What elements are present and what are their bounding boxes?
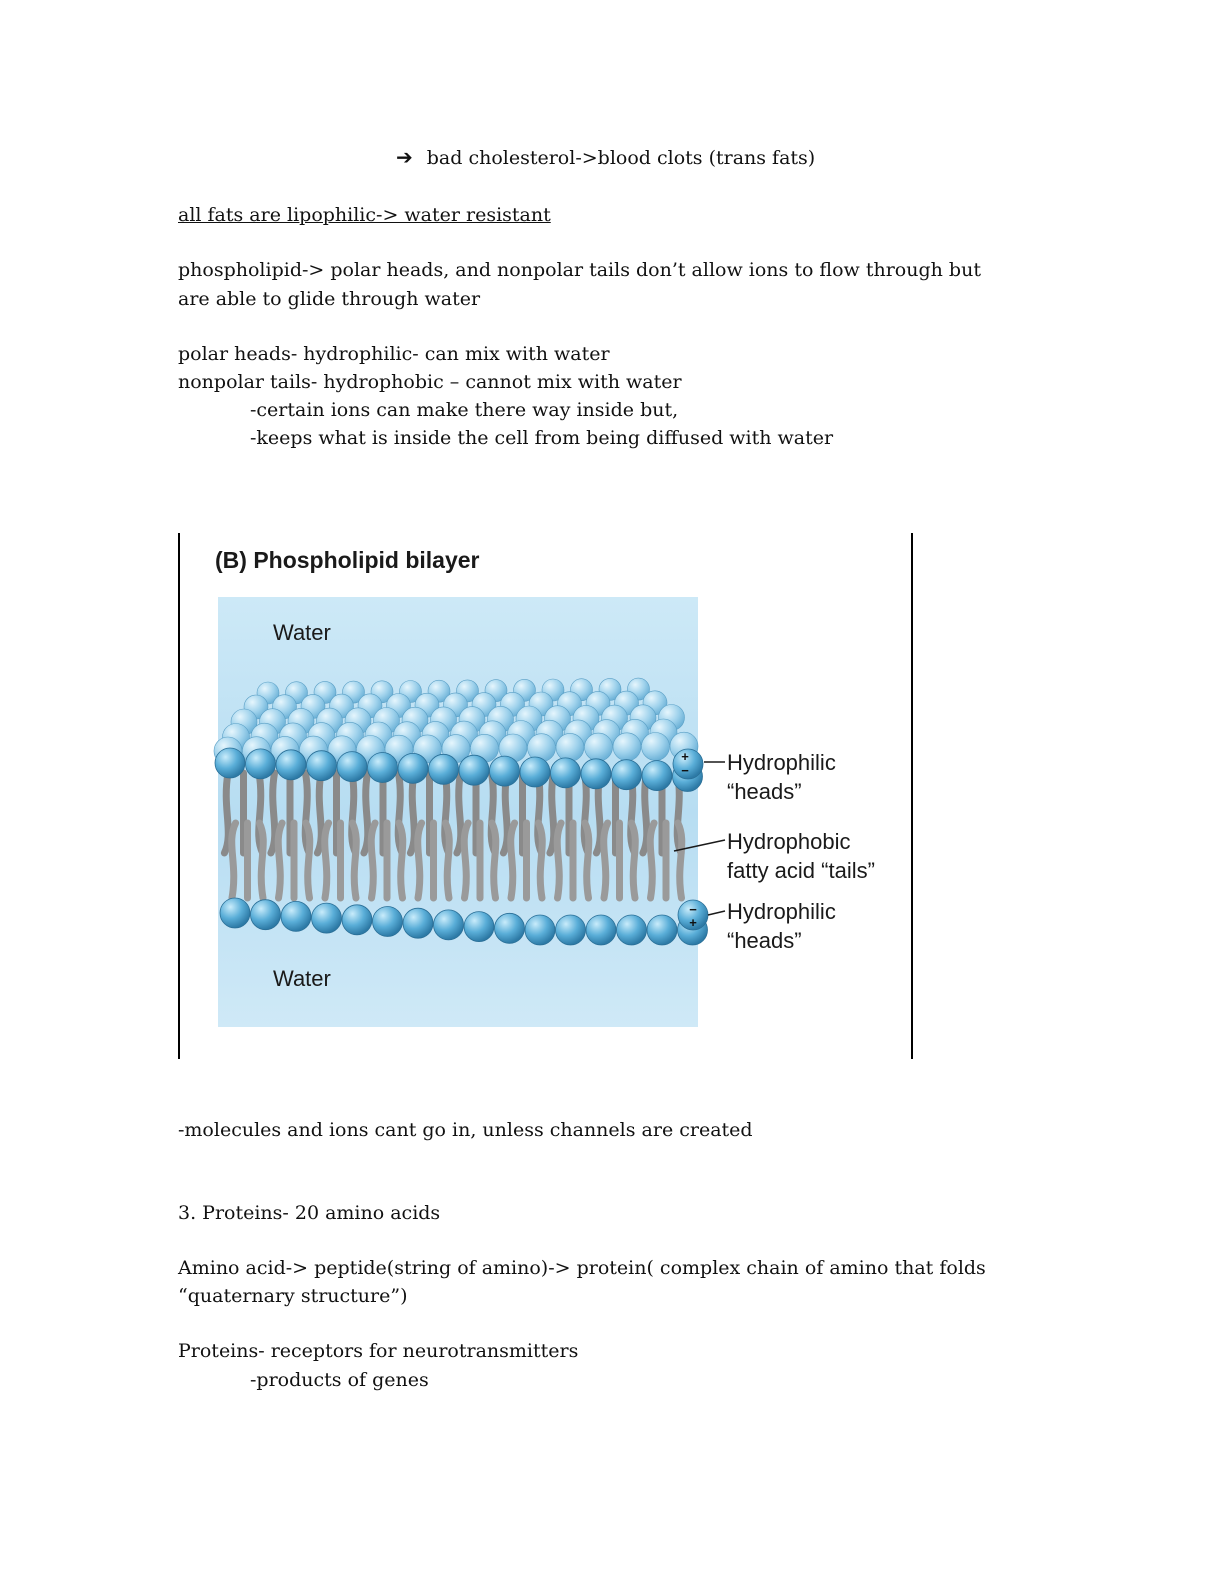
text-polar-heads: polar heads- hydrophilic- can mix with water — [178, 343, 610, 365]
heading-proteins: 3. Proteins- 20 amino acids — [178, 1202, 441, 1224]
charge-minus-bottom: − — [689, 902, 697, 917]
tail-top — [550, 773, 554, 853]
text-amino-acid-1: Amino acid-> peptide(string of amino)-> protein( complex chain of amino that folds — [178, 1257, 986, 1279]
tail-bottom — [631, 823, 635, 898]
head-bottom — [556, 915, 586, 945]
head-back — [642, 733, 670, 761]
head-bottom — [220, 898, 250, 928]
head-bottom — [464, 912, 494, 942]
tail-bottom — [650, 823, 654, 898]
text-amino-acid-2: “quaternary structure”) — [178, 1285, 408, 1307]
leader-heads-bottom — [708, 911, 725, 915]
head-top — [215, 748, 245, 778]
charge-plus-bottom: + — [689, 915, 697, 930]
water-label-top: Water — [273, 620, 331, 645]
head-bottom — [373, 907, 403, 937]
label-fatty-acid-tails: fatty acid “tails” — [727, 858, 875, 883]
head-top — [398, 753, 428, 783]
phospholipid-bilayer-figure — [178, 533, 914, 1059]
arrow-icon: ➔ — [396, 145, 413, 169]
tail-bottom — [259, 823, 263, 898]
tail-top — [317, 773, 321, 853]
text-keeps-inside: -keeps what is inside the cell from being diffused with water — [250, 427, 834, 449]
label-heads-top: “heads” — [727, 779, 802, 804]
tail-bottom — [585, 823, 589, 898]
tail-top — [410, 773, 414, 853]
text-molecules-ions: -molecules and ions cant go in, unless channels are created — [178, 1119, 753, 1141]
head-bottom — [525, 915, 555, 945]
paragraph-phospholipid-1: phospholipid-> polar heads, and nonpolar tails don’t allow ions to flow through but — [178, 259, 981, 281]
tail-top — [271, 773, 275, 853]
text-certain-ions: -certain ions can make there way inside but, — [250, 399, 679, 421]
head-top — [459, 755, 489, 785]
label-hydrophilic-top: Hydrophilic — [727, 750, 836, 775]
tail-bottom — [492, 823, 496, 898]
tail-bottom — [399, 823, 403, 898]
head-top — [429, 754, 459, 784]
head-top — [276, 750, 306, 780]
label-hydrophilic-bottom: Hydrophilic — [727, 899, 836, 924]
paragraph-phospholipid-2: are able to glide through water — [178, 288, 481, 310]
tail-bottom — [557, 823, 561, 898]
tail-bottom — [418, 823, 422, 898]
label-heads-bottom: “heads” — [727, 928, 802, 953]
bullet-line-cholesterol: ➔ bad cholesterol->blood clots (trans fats) — [396, 145, 816, 169]
head-top — [307, 751, 337, 781]
tail-bottom — [604, 823, 608, 898]
tail-bottom — [511, 823, 515, 898]
head-top — [612, 760, 642, 790]
head-back — [556, 733, 584, 761]
head-bottom — [647, 915, 677, 945]
heading-lipophilic: all fats are lipophilic-> water resistant — [178, 204, 551, 226]
text-products-of-genes: -products of genes — [250, 1369, 429, 1391]
charge-plus-top: + — [681, 749, 689, 764]
head-top — [246, 749, 276, 779]
head-bottom — [342, 905, 372, 935]
tail-top — [364, 773, 368, 853]
tail-bottom — [678, 823, 682, 898]
tail-bottom — [325, 823, 329, 898]
head-top — [368, 753, 398, 783]
head-bottom — [312, 903, 342, 933]
figure-title: (B) Phospholipid bilayer — [215, 547, 480, 573]
tail-top — [224, 773, 228, 853]
tail-bottom — [445, 823, 449, 898]
head-top — [551, 758, 581, 788]
tail-bottom — [232, 823, 236, 898]
charge-minus-top: − — [681, 763, 689, 778]
head-top — [581, 759, 611, 789]
tail-bottom — [464, 823, 468, 898]
head-top — [337, 752, 367, 782]
text-proteins-receptors: Proteins- receptors for neurotransmitters — [178, 1340, 579, 1362]
text-nonpolar-tails: nonpolar tails- hydrophobic – cannot mix with water — [178, 371, 682, 393]
head-top — [642, 761, 672, 791]
tail-bottom — [352, 823, 356, 898]
head-bottom — [617, 915, 647, 945]
label-hydrophobic: Hydrophobic — [727, 829, 851, 854]
head-bottom — [495, 913, 525, 943]
tail-bottom — [306, 823, 310, 898]
head-bottom — [403, 908, 433, 938]
head-bottom — [281, 901, 311, 931]
tail-bottom — [278, 823, 282, 898]
head-bottom — [251, 900, 281, 930]
head-top — [490, 756, 520, 786]
head-bottom — [434, 910, 464, 940]
tail-top — [457, 773, 461, 853]
head-bottom — [586, 915, 616, 945]
head-top — [520, 757, 550, 787]
tail-bottom — [371, 823, 375, 898]
head-back — [585, 733, 613, 761]
tail-bottom — [538, 823, 542, 898]
water-label-bottom: Water — [273, 966, 331, 991]
head-back — [613, 733, 641, 761]
